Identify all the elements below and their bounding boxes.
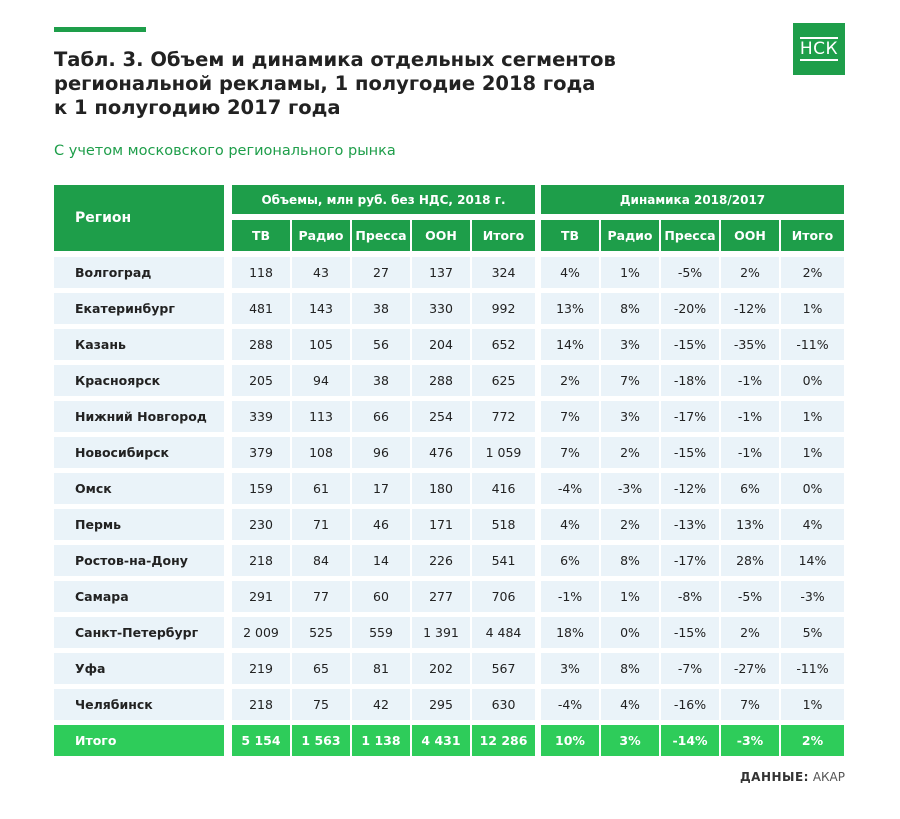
volume-column-header: ТВ — [232, 220, 290, 251]
volume-cell: 43 — [292, 257, 350, 288]
volume-cell: 226 — [412, 545, 470, 576]
volume-cell: 42 — [352, 689, 410, 720]
total-dynamics-cell: -3% — [721, 725, 779, 756]
volume-cell: 71 — [292, 509, 350, 540]
region-name-cell: Пермь — [54, 509, 224, 540]
volume-cell: 1 059 — [472, 437, 535, 468]
volume-cell: 1 391 — [412, 617, 470, 648]
dynamics-cell: 3% — [541, 653, 599, 684]
dynamics-cell: -11% — [781, 329, 844, 360]
volume-cell: 81 — [352, 653, 410, 684]
dynamics-cell: -1% — [721, 401, 779, 432]
volume-cell: 339 — [232, 401, 290, 432]
dynamics-cell: -15% — [661, 617, 719, 648]
dynamics-cell: -16% — [661, 689, 719, 720]
volume-cell: 416 — [472, 473, 535, 504]
region-name-cell: Самара — [54, 581, 224, 612]
dynamics-cell: -5% — [721, 581, 779, 612]
dynamics-cell: 14% — [541, 329, 599, 360]
volume-cell: 518 — [472, 509, 535, 540]
volume-cell: 77 — [292, 581, 350, 612]
dynamics-cell: 3% — [601, 329, 659, 360]
dynamics-cell: 1% — [781, 689, 844, 720]
dynamics-cell: 0% — [601, 617, 659, 648]
volume-column-header: Радио — [292, 220, 350, 251]
region-header: Регион — [54, 185, 224, 251]
dynamics-cell: 8% — [601, 545, 659, 576]
source-value: АКАР — [812, 770, 845, 784]
volume-cell: 143 — [292, 293, 350, 324]
source-note — [740, 770, 845, 784]
volume-cell: 230 — [232, 509, 290, 540]
region-name-cell: Новосибирск — [54, 437, 224, 468]
region-name-cell: Омск — [54, 473, 224, 504]
dynamics-cell: 4% — [601, 689, 659, 720]
volume-cell: 46 — [352, 509, 410, 540]
volume-cell: 254 — [412, 401, 470, 432]
region-name-cell: Уфа — [54, 653, 224, 684]
dynamics-cell: -5% — [661, 257, 719, 288]
volume-cell: 2 009 — [232, 617, 290, 648]
dynamics-column-header: Пресса — [661, 220, 719, 251]
dynamics-cell: 4% — [781, 509, 844, 540]
dynamics-cell: 28% — [721, 545, 779, 576]
dynamics-cell: 4% — [541, 257, 599, 288]
region-name-cell: Красноярск — [54, 365, 224, 396]
dynamics-cell: 0% — [781, 473, 844, 504]
dynamics-cell: -1% — [721, 437, 779, 468]
dynamics-cell: -13% — [661, 509, 719, 540]
dynamics-cell: 18% — [541, 617, 599, 648]
dynamics-cell: 13% — [541, 293, 599, 324]
region-name-cell: Санкт-Петербург — [54, 617, 224, 648]
volume-cell: 324 — [472, 257, 535, 288]
dynamics-column-header: ТВ — [541, 220, 599, 251]
volume-cell: 291 — [232, 581, 290, 612]
dynamics-cell: 14% — [781, 545, 844, 576]
volume-cell: 992 — [472, 293, 535, 324]
region-name-cell: Челябинск — [54, 689, 224, 720]
top-accent-bar — [54, 27, 146, 32]
region-name-cell: Ростов-на-Дону — [54, 545, 224, 576]
volume-cell: 476 — [412, 437, 470, 468]
dynamics-cell: 2% — [601, 437, 659, 468]
volume-cell: 219 — [232, 653, 290, 684]
dynamics-cell: -20% — [661, 293, 719, 324]
dynamics-cell: 1% — [601, 257, 659, 288]
dynamics-group-header: Динамика 2018/2017 — [541, 185, 844, 214]
volume-cell: 27 — [352, 257, 410, 288]
volume-cell: 288 — [412, 365, 470, 396]
dynamics-cell: 13% — [721, 509, 779, 540]
dynamics-cell: 5% — [781, 617, 844, 648]
dynamics-cell: -3% — [781, 581, 844, 612]
nsk-logo — [793, 23, 845, 75]
dynamics-column-header: Радио — [601, 220, 659, 251]
volume-cell: 75 — [292, 689, 350, 720]
total-volume-cell: 12 286 — [472, 725, 535, 756]
dynamics-cell: -12% — [721, 293, 779, 324]
dynamics-cell: -1% — [541, 581, 599, 612]
volume-cell: 65 — [292, 653, 350, 684]
region-name-cell: Казань — [54, 329, 224, 360]
logo-text: НСК — [799, 39, 839, 59]
dynamics-cell: 1% — [781, 437, 844, 468]
volume-column-header: Итого — [472, 220, 535, 251]
title-line: к 1 полугодию 2017 года — [54, 96, 341, 119]
dynamics-cell: 2% — [781, 257, 844, 288]
dynamics-cell: -17% — [661, 401, 719, 432]
dynamics-cell: -7% — [661, 653, 719, 684]
volume-cell: 159 — [232, 473, 290, 504]
dynamics-cell: -15% — [661, 437, 719, 468]
dynamics-cell: 1% — [781, 293, 844, 324]
volume-cell: 625 — [472, 365, 535, 396]
volume-cell: 60 — [352, 581, 410, 612]
total-volume-cell: 1 138 — [352, 725, 410, 756]
region-name-cell: Нижний Новгород — [54, 401, 224, 432]
dynamics-cell: -12% — [661, 473, 719, 504]
volume-cell: 84 — [292, 545, 350, 576]
volume-cell: 118 — [232, 257, 290, 288]
dynamics-cell: 7% — [721, 689, 779, 720]
volume-cell: 630 — [472, 689, 535, 720]
dynamics-cell: -11% — [781, 653, 844, 684]
page-title — [54, 48, 694, 120]
subtitle: С учетом московского регионального рынка — [54, 143, 396, 159]
dynamics-cell: 1% — [601, 581, 659, 612]
region-name-cell: Екатеринбург — [54, 293, 224, 324]
dynamics-cell: -18% — [661, 365, 719, 396]
volume-cell: 772 — [472, 401, 535, 432]
volume-cell: 525 — [292, 617, 350, 648]
dynamics-cell: -8% — [661, 581, 719, 612]
volume-cell: 379 — [232, 437, 290, 468]
volume-cell: 541 — [472, 545, 535, 576]
title-line: Табл. 3. Объем и динамика отдельных сегментов — [54, 48, 616, 71]
dynamics-cell: 7% — [541, 401, 599, 432]
volume-cell: 180 — [412, 473, 470, 504]
volume-cell: 218 — [232, 689, 290, 720]
volume-cell: 205 — [232, 365, 290, 396]
volume-cell: 481 — [232, 293, 290, 324]
total-dynamics-cell: -14% — [661, 725, 719, 756]
volume-cell: 218 — [232, 545, 290, 576]
volume-cell: 652 — [472, 329, 535, 360]
dynamics-cell: -15% — [661, 329, 719, 360]
volume-column-header: ООН — [412, 220, 470, 251]
dynamics-column-header: Итого — [781, 220, 844, 251]
volume-cell: 277 — [412, 581, 470, 612]
dynamics-cell: 4% — [541, 509, 599, 540]
volume-cell: 295 — [412, 689, 470, 720]
dynamics-cell: -4% — [541, 473, 599, 504]
volume-cell: 204 — [412, 329, 470, 360]
volume-cell: 706 — [472, 581, 535, 612]
dynamics-cell: 0% — [781, 365, 844, 396]
volume-cell: 66 — [352, 401, 410, 432]
volume-cell: 330 — [412, 293, 470, 324]
dynamics-cell: 3% — [601, 401, 659, 432]
title-line: региональной рекламы, 1 полугодие 2018 года — [54, 72, 596, 95]
volume-cell: 559 — [352, 617, 410, 648]
volume-column-header: Пресса — [352, 220, 410, 251]
volume-cell: 171 — [412, 509, 470, 540]
total-volume-cell: 1 563 — [292, 725, 350, 756]
dynamics-cell: 1% — [781, 401, 844, 432]
total-label-cell: Итого — [54, 725, 224, 756]
dynamics-cell: 2% — [721, 257, 779, 288]
volume-cell: 96 — [352, 437, 410, 468]
total-volume-cell: 4 431 — [412, 725, 470, 756]
volume-cell: 56 — [352, 329, 410, 360]
volume-cell: 38 — [352, 365, 410, 396]
dynamics-cell: 6% — [721, 473, 779, 504]
volume-cell: 567 — [472, 653, 535, 684]
source-label: ДАННЫЕ: — [739, 770, 809, 784]
volume-cell: 38 — [352, 293, 410, 324]
volume-cell: 288 — [232, 329, 290, 360]
total-dynamics-cell: 2% — [781, 725, 844, 756]
volume-cell: 94 — [292, 365, 350, 396]
dynamics-cell: 8% — [601, 293, 659, 324]
dynamics-column-header: ООН — [721, 220, 779, 251]
total-dynamics-cell: 3% — [601, 725, 659, 756]
dynamics-cell: -27% — [721, 653, 779, 684]
dynamics-cell: 2% — [541, 365, 599, 396]
total-volume-cell: 5 154 — [232, 725, 290, 756]
volume-cell: 61 — [292, 473, 350, 504]
volume-cell: 113 — [292, 401, 350, 432]
volumes-group-header: Объемы, млн руб. без НДС, 2018 г. — [232, 185, 535, 214]
dynamics-cell: 2% — [601, 509, 659, 540]
volume-cell: 108 — [292, 437, 350, 468]
dynamics-cell: -1% — [721, 365, 779, 396]
volume-cell: 137 — [412, 257, 470, 288]
dynamics-cell: 7% — [541, 437, 599, 468]
dynamics-cell: -4% — [541, 689, 599, 720]
dynamics-cell: -35% — [721, 329, 779, 360]
volume-cell: 4 484 — [472, 617, 535, 648]
dynamics-cell: 7% — [601, 365, 659, 396]
dynamics-cell: -3% — [601, 473, 659, 504]
dynamics-cell: 8% — [601, 653, 659, 684]
volume-cell: 105 — [292, 329, 350, 360]
region-name-cell: Волгоград — [54, 257, 224, 288]
dynamics-cell: 6% — [541, 545, 599, 576]
volume-cell: 14 — [352, 545, 410, 576]
dynamics-cell: 2% — [721, 617, 779, 648]
volume-cell: 17 — [352, 473, 410, 504]
dynamics-cell: -17% — [661, 545, 719, 576]
total-dynamics-cell: 10% — [541, 725, 599, 756]
volume-cell: 202 — [412, 653, 470, 684]
